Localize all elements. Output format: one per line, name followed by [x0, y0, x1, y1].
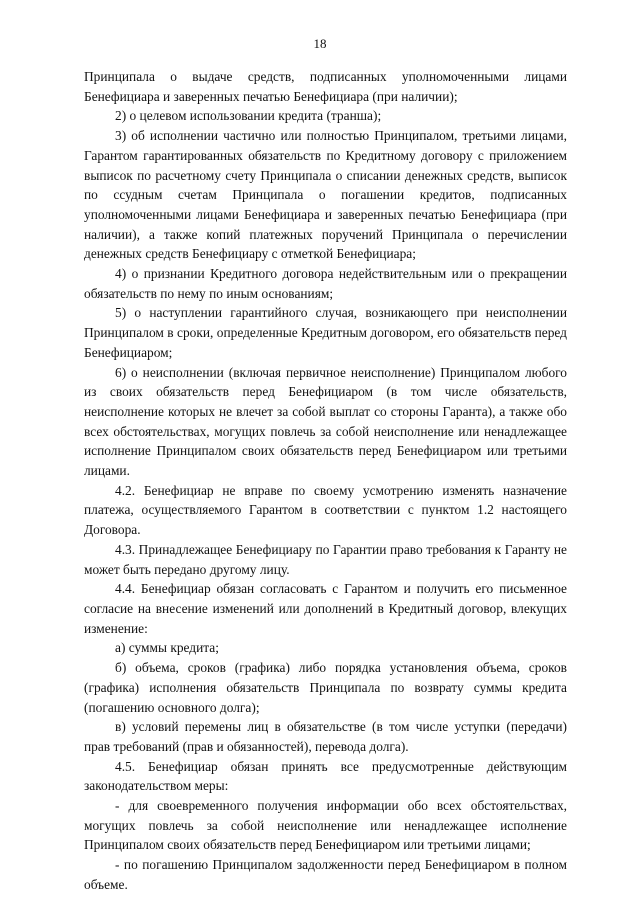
paragraph: 4.5. Бенефициар обязан принять все предусмотренные действующим законодательством меры: [84, 758, 567, 794]
paragraph: а) суммы кредита; [115, 640, 219, 656]
paragraph: 3) об исполнении частично или полностью Принципалом, третьими лицами, Гарантом гарантированных обязательств по Кредитному договору с приложением выписок по расчетному счету Принципала о списании денежных средств, выписок по ссудным счетам Принципала о погашении кредитов, подписанных уполномоченными лицами Бенефициара и заверенных печатью Бенефициара (при наличии), а также копий платежных поручений Принципала о перечислении денежных средств Бенефициару с отметкой Бенефициара; [84, 128, 567, 262]
paragraph: - для своевременного получения информации обо всех обстоятельствах, могущих повлечь за собой неисполнение или ненадлежащее исполнение Принципалом своих обязательств перед Бенефициаром или третьими лицами; [84, 798, 567, 853]
paragraph: в) условий перемены лиц в обязательстве (в том числе уступки (передачи) прав требований (прав и обязанностей), перевода долга). [84, 719, 567, 754]
paragraph: 2) о целевом использовании кредита (транша); [115, 108, 382, 124]
paragraph: 4.2. Бенефициар не вправе по своему усмотрению изменять назначение платежа, осуществляемого Гарантом в соответствии с пунктом 1.2 настоящего Договора. [84, 482, 567, 538]
paragraph: 6) о неисполнении (включая первичное неисполнение) Принципалом любого из своих обязательств перед Бенефициаром (в том числе обязательств, неисполнение которых не влечет за собой выплат со стороны Гаранта), а также обо всех обстоятельствах, могущих повлечь за собой неисполнение или ненадлежащее исполнение Принципалом своих обязательств перед Бенефициаром или третьими лицами. [84, 364, 567, 479]
paragraph: 4.3. Принадлежащее Бенефициару по Гарантии право требования к Гаранту не может быть передано другому лицу. [84, 541, 567, 577]
paragraph: 4) о признании Кредитного договора недействительным или о прекращении обязательств по нему по иным основаниям; [84, 266, 567, 301]
paragraph: 4.4. Бенефициар обязан согласовать с Гарантом и получить его письменное согласие на внесение изменений или дополнений в Кредитный договор, влекущих изменение: [84, 581, 567, 636]
paragraph: б) объема, сроков (графика) либо порядка установления объема, сроков (графика) исполнения обязательств Принципала по возврату суммы кредита (погашению основного долга); [84, 660, 567, 715]
paragraph: Принципала о выдаче средств, подписанных уполномоченными лицами Бенефициара и заверенных печатью Бенефициара (при наличии); [84, 69, 567, 104]
paragraph: 5) о наступлении гарантийного случая, возникающего при неисполнении Принципалом в сроки, определенные Кредитным договором, его обязательств перед Бенефициаром; [84, 305, 567, 360]
document-body [84, 67, 567, 895]
paragraph: - по погашению Принципалом задолженности перед Бенефициаром в полном объеме. [84, 857, 567, 892]
page-number: 18 [313, 36, 327, 51]
